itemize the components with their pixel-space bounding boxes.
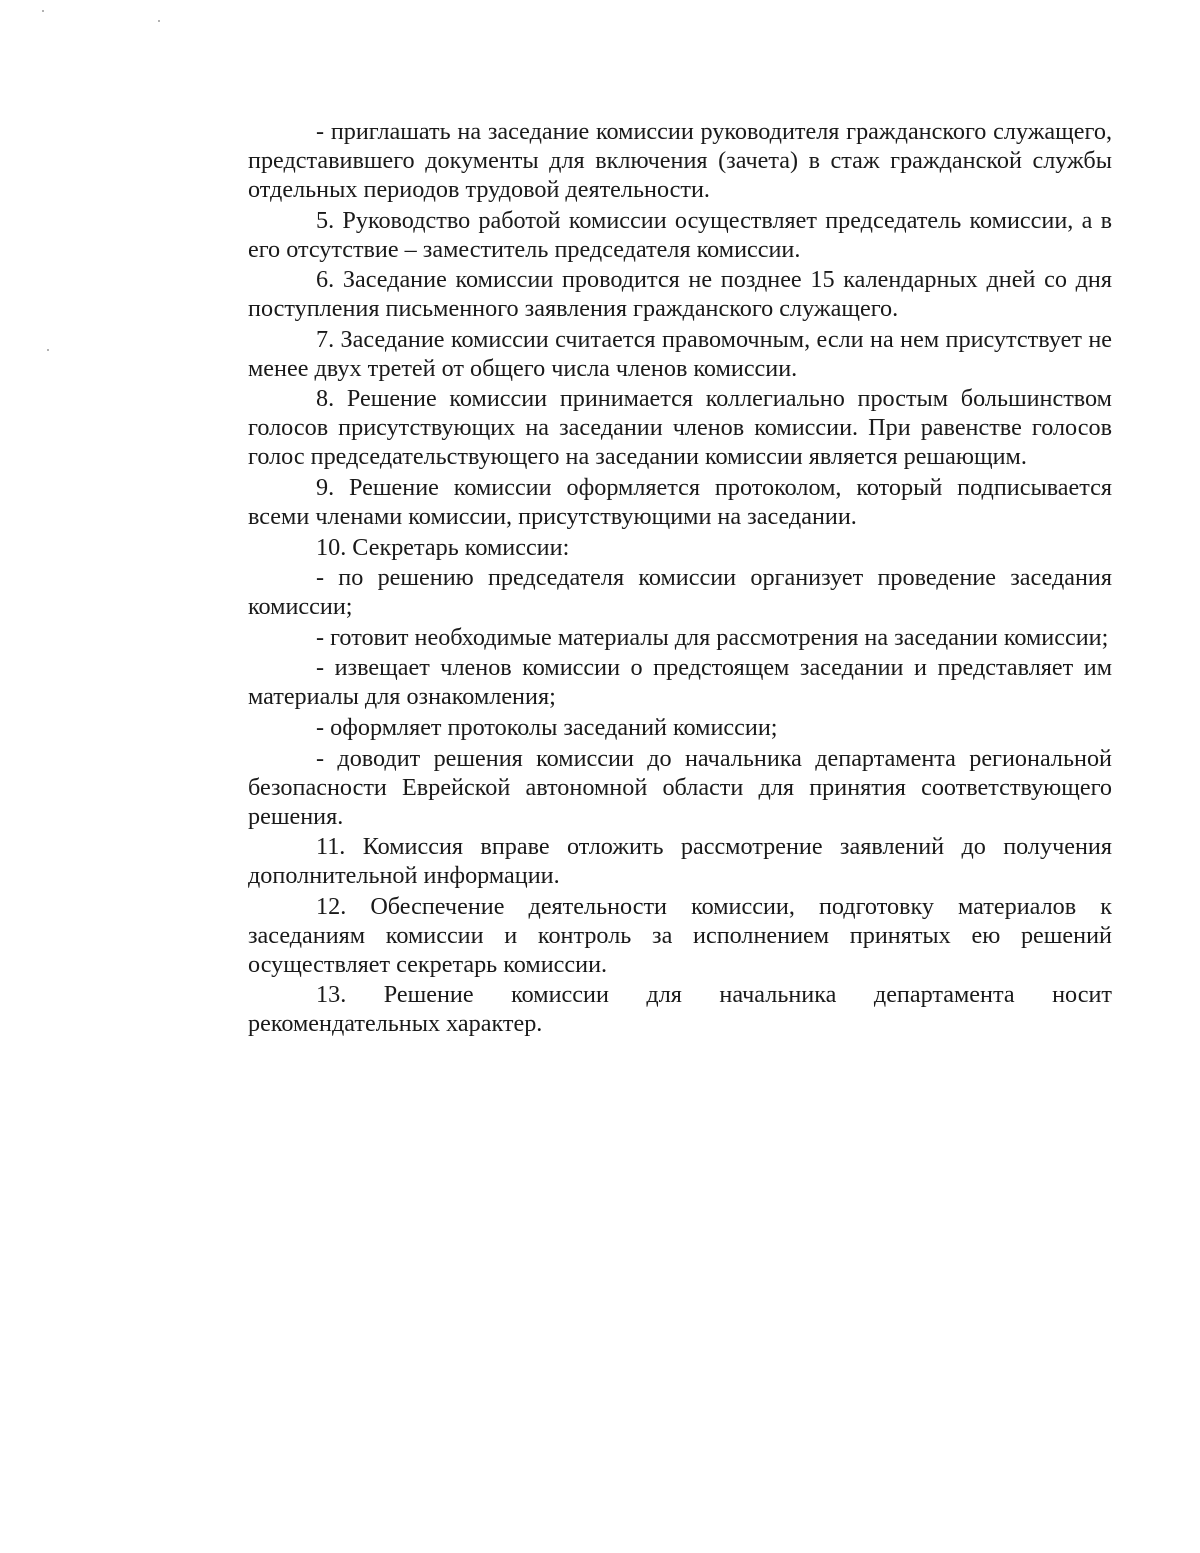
document-body xyxy=(248,117,1112,1040)
paragraph-item-10-duty-4: - оформляет протоколы заседаний комиссии; xyxy=(316,713,778,741)
paragraph-item-8: 8. Решение комиссии принимается коллегиально простым большинством голосов присутствующих на заседании членов комиссии. При равенстве голосов голос председательствующего на заседании комиссии является решающим. xyxy=(248,385,1112,471)
paragraph-item-10-duty-5: - доводит решения комиссии до начальника департамента региональной безопасности Еврейской автономной области для принятия соответствующего решения. xyxy=(248,744,1112,830)
scan-speck xyxy=(42,10,44,12)
paragraph-item-11: 11. Комиссия вправе отложить рассмотрение заявлений до получения дополнительной информации. xyxy=(248,833,1112,890)
scan-speck xyxy=(158,20,160,22)
paragraph-item-5: 5. Руководство работой комиссии осуществляет председатель комиссии, а в его отсутствие – заместитель председателя комиссии. xyxy=(248,206,1112,263)
paragraph-item-10-duty-1: - по решению председателя комиссии организует проведение заседания комиссии; xyxy=(248,564,1112,621)
paragraph-item-10-duty-2: - готовит необходимые материалы для рассмотрения на заседании комиссии; xyxy=(316,623,1109,651)
paragraph-invite-head: - приглашать на заседание комиссии руководителя гражданского служащего, представившего документы для включения (зачета) в стаж гражданской службы отдельных периодов трудовой деятельности. xyxy=(248,118,1112,203)
paragraph-item-13: 13. Решение комиссии для начальника департамента носит рекомендательных характер. xyxy=(248,981,1112,1038)
scan-speck xyxy=(47,349,49,351)
paragraph-item-6: 6. Заседание комиссии проводится не позднее 15 календарных дней со дня поступления письменного заявления гражданского служащего. xyxy=(248,266,1112,323)
paragraph-item-7: 7. Заседание комиссии считается правомочным, если на нем присутствует не менее двух третей от общего числа членов комиссии. xyxy=(248,325,1112,382)
paragraph-item-9: 9. Решение комиссии оформляется протоколом, который подписывается всеми членами комиссии, присутствующими на заседании. xyxy=(248,473,1112,530)
paragraph-item-10-duty-3: - извещает членов комиссии о предстоящем заседании и представляет им материалы для ознакомления; xyxy=(248,654,1112,711)
paragraph-item-12: 12. Обеспечение деятельности комиссии, подготовку материалов к заседаниям комиссии и контроль за исполнением принятых ею решений осуществляет секретарь комиссии. xyxy=(248,892,1112,978)
paragraph-item-10: 10. Секретарь комиссии: xyxy=(316,533,570,561)
